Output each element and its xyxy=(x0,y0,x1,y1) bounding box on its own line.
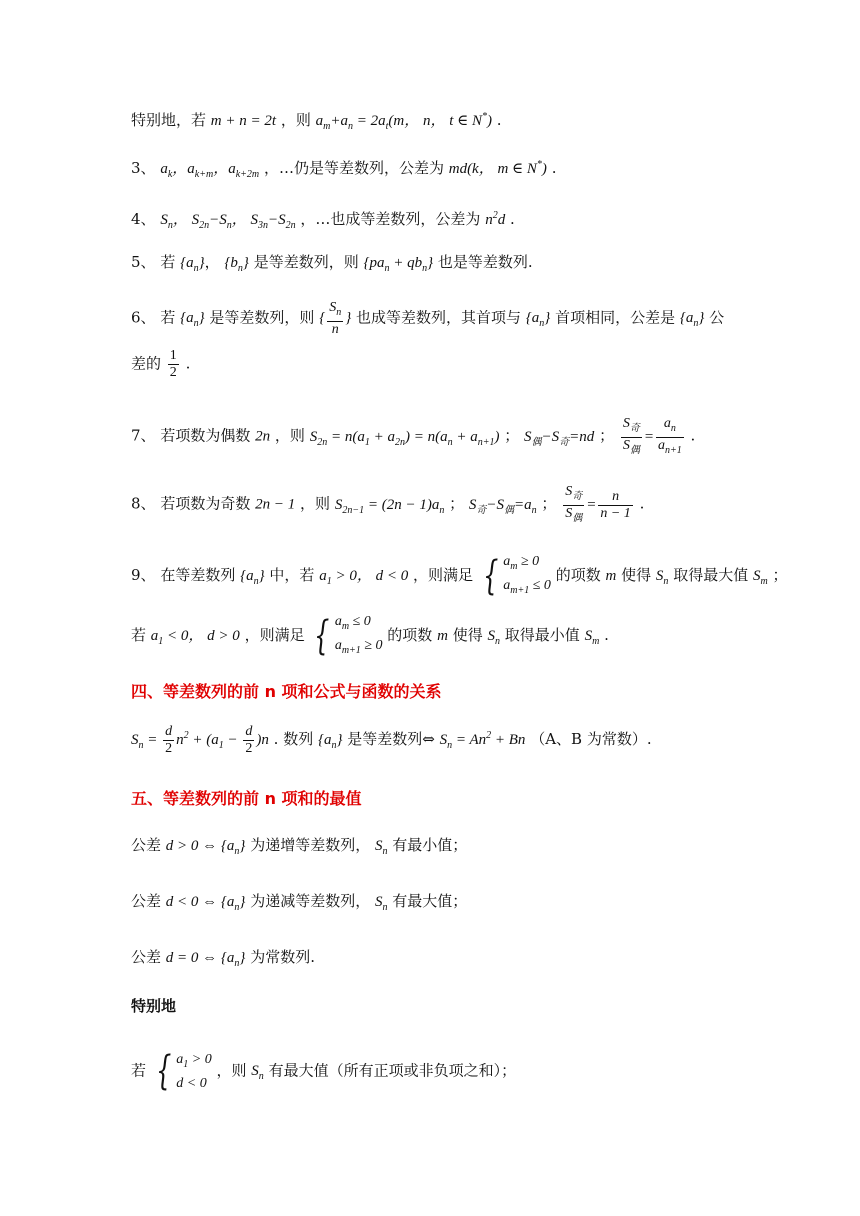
section-4-formula xyxy=(131,724,652,757)
text: 也是等差数列. xyxy=(437,253,533,271)
text: ； xyxy=(772,565,788,584)
property-6-cont xyxy=(131,348,190,381)
formula: m + n = 2t xyxy=(210,113,277,129)
text: . xyxy=(639,494,645,513)
formula: $\frac{S_奇}{S_偶}$ = $\frac{n}{n - 1}$ xyxy=(565,484,631,524)
formula: $S_{2n-1} = (2n - 1)a_n$ xyxy=(334,496,445,516)
formula: d < 0 ⇔ $\{a_n\}$ xyxy=(165,894,246,913)
text: 为递减等差数列， xyxy=(250,892,371,910)
text: . 数列 xyxy=(273,729,314,748)
extreme-row-3 xyxy=(131,946,315,975)
text: 首项相同，公差是 xyxy=(555,308,676,327)
text: 有最大值； xyxy=(392,892,468,910)
text: ； xyxy=(504,426,520,445)
section-4-heading: 四、等差数列的前 n 项和公式与函数的关系 xyxy=(131,682,442,701)
text: 是等差数列⇔ xyxy=(347,729,435,748)
item-number: 8、 xyxy=(131,494,156,513)
formula: d = 0 ⇔ $\{a_n\}$ xyxy=(165,950,246,969)
text: 有最大值（所有正项或非负项之和）； xyxy=(268,1061,517,1080)
item-number: 3、 xyxy=(131,159,156,177)
formula: $S_n$ xyxy=(487,627,500,647)
formula: $\{pa_n + qb_n\}$ xyxy=(363,255,434,274)
text: . xyxy=(604,625,609,644)
item-number: 4、 xyxy=(131,210,156,228)
section-5-heading: 五、等差数列的前 n 项和的最值 xyxy=(131,789,362,808)
text: . xyxy=(551,159,557,177)
formula: md(k， m ∈ N*) xyxy=(448,159,547,177)
inequality-system: { $a_m \le 0$ $a_{m+1} \ge 0$ xyxy=(314,612,383,659)
text: 若 xyxy=(160,253,176,271)
formula: $S_n$ xyxy=(251,1063,264,1083)
property-8 xyxy=(131,484,644,527)
text: 使得 xyxy=(621,565,652,584)
formula: $S_n$ = $\frac{d}{2}$ $n^2 + (a_1$ − $\frac{d}{2}$ )n xyxy=(131,724,269,756)
property-6 xyxy=(131,300,724,338)
text: 若项数为偶数 xyxy=(160,426,251,445)
formula: $a_k$，$a_{k+m}$，$a_{k+2m}$ xyxy=(160,161,260,180)
text: 有最小值； xyxy=(392,836,468,854)
text: 为递增等差数列， xyxy=(250,836,371,854)
fraction: $\frac{S_n}{n}$ xyxy=(329,300,342,337)
text: ； xyxy=(449,494,465,513)
text: ； xyxy=(541,494,557,513)
special-case-line xyxy=(131,106,502,138)
formula: $S_n$， $S_{2n}-S_n$， $S_{3n}-S_{2n}$ xyxy=(160,212,296,231)
text: 在等差数列 xyxy=(160,565,236,584)
text: 公差 xyxy=(131,948,162,966)
formula: $\{a_n\}$ xyxy=(317,731,343,751)
text: 的项数 xyxy=(555,565,601,584)
formula: $\{a_n\}$ xyxy=(240,567,265,587)
text: 若 xyxy=(160,308,176,327)
text: 公 xyxy=(709,308,725,327)
property-4 xyxy=(131,205,515,237)
text: 使得 xyxy=(452,625,483,644)
text: 公差 xyxy=(131,892,162,910)
formula: $n^2d$ xyxy=(485,210,506,228)
formula: $S_n$ xyxy=(655,567,669,587)
inequality-system: { $a_1 > 0$ d < 0 xyxy=(155,1048,212,1095)
text: 为常数列. xyxy=(250,948,315,966)
text: ，…仍是等差数列，公差为 xyxy=(263,159,444,177)
text: ，则 xyxy=(300,494,331,513)
text: （A、B 为常数）. xyxy=(530,729,652,748)
property-5: 5、 若 $\{a_n\}$， $\{b_n\}$ 是等差数列，则 $\{pa_n + qb_n\}$ 也是等差数列. xyxy=(131,253,533,274)
text: . xyxy=(509,210,515,228)
property-9-cont xyxy=(131,612,609,660)
formula: m xyxy=(437,627,448,644)
formula: $S_n$ xyxy=(375,838,388,857)
text: 公差 xyxy=(131,836,162,854)
text: ，则满足 xyxy=(244,625,305,644)
text: 中，若 xyxy=(269,565,315,584)
formula: $\{a_n\}$ xyxy=(525,310,551,330)
special-case-heading: 特别地 xyxy=(131,997,177,1015)
text: . xyxy=(496,111,502,129)
text: ，则 xyxy=(280,111,311,129)
text: ，…也成等差数列，公差为 xyxy=(300,210,481,228)
text: ； xyxy=(599,426,615,445)
formula: $\{a_n\}$ xyxy=(679,310,705,330)
text: 特别地，若 xyxy=(131,111,207,129)
text: 的项数 xyxy=(387,625,433,644)
property-9 xyxy=(131,552,788,600)
formula: { $\frac{S_n}{n}$ } xyxy=(319,300,352,337)
formula: $a_1 < 0$， d > 0 xyxy=(150,627,240,647)
item-number: 6、 xyxy=(131,308,156,327)
text: 取得最大值 xyxy=(673,565,749,584)
formula: $S_奇-S_偶=a_n$ xyxy=(468,496,537,516)
formula: $a_m+a_n = 2a_t(m$， n， t ∈ N*) xyxy=(315,111,492,132)
text: 若 xyxy=(131,625,147,644)
text: 若项数为奇数 xyxy=(160,494,251,513)
formula: d > 0 ⇔ $\{a_n\}$ xyxy=(165,838,246,857)
text: 是等差数列，则 xyxy=(253,253,359,271)
formula: 2n xyxy=(255,428,271,445)
inequality-system: { $a_m \ge 0$ $a_{m+1} \le 0$ xyxy=(482,552,551,599)
formula: $\{b_n\}$ xyxy=(224,255,249,274)
fraction-half: $\frac{1}{2}$ xyxy=(169,348,177,380)
text: 若 xyxy=(131,1061,147,1080)
formula: m xyxy=(605,567,617,584)
text: 差的 xyxy=(131,354,162,373)
item-number: 9、 xyxy=(131,565,156,584)
formula: $S_n = An^2 + Bn$ xyxy=(439,729,526,751)
formula: $a_1 > 0$， d < 0 xyxy=(319,567,409,587)
item-number: 7、 xyxy=(131,426,156,445)
text: ，则 xyxy=(216,1061,247,1080)
formula: $S_{2n} = n(a_1 + a_{2n}) = n(a_n + a_{n+1})$ xyxy=(309,428,500,448)
formula: $\{a_n\}$ xyxy=(180,310,205,330)
formula: $\{a_n\}$ xyxy=(180,255,205,274)
item-number: 5、 xyxy=(131,253,156,271)
property-3 xyxy=(131,154,556,186)
property-7 xyxy=(131,416,695,459)
formula: 2n − 1 xyxy=(255,496,296,513)
extreme-row-2 xyxy=(131,890,467,919)
text: 也成等差数列，其首项与 xyxy=(355,308,521,327)
text: 取得最小值 xyxy=(504,625,580,644)
formula: $\frac{S_奇}{S_偶}$ = $\frac{a_n}{a_{n+1}}$ xyxy=(622,416,682,456)
formula: $S_m$ xyxy=(584,627,600,647)
formula: $S_n$ xyxy=(375,894,388,913)
text: . xyxy=(690,426,696,445)
formula: $S_m$ xyxy=(752,567,768,587)
text: . xyxy=(185,354,191,373)
text: ，则 xyxy=(274,426,305,445)
text: ，则满足 xyxy=(412,565,473,584)
extreme-row-1 xyxy=(131,834,467,863)
formula: $S_偶-S_奇=nd$ xyxy=(524,428,595,448)
extreme-last xyxy=(131,1050,516,1093)
text: 是等差数列，则 xyxy=(209,308,315,327)
